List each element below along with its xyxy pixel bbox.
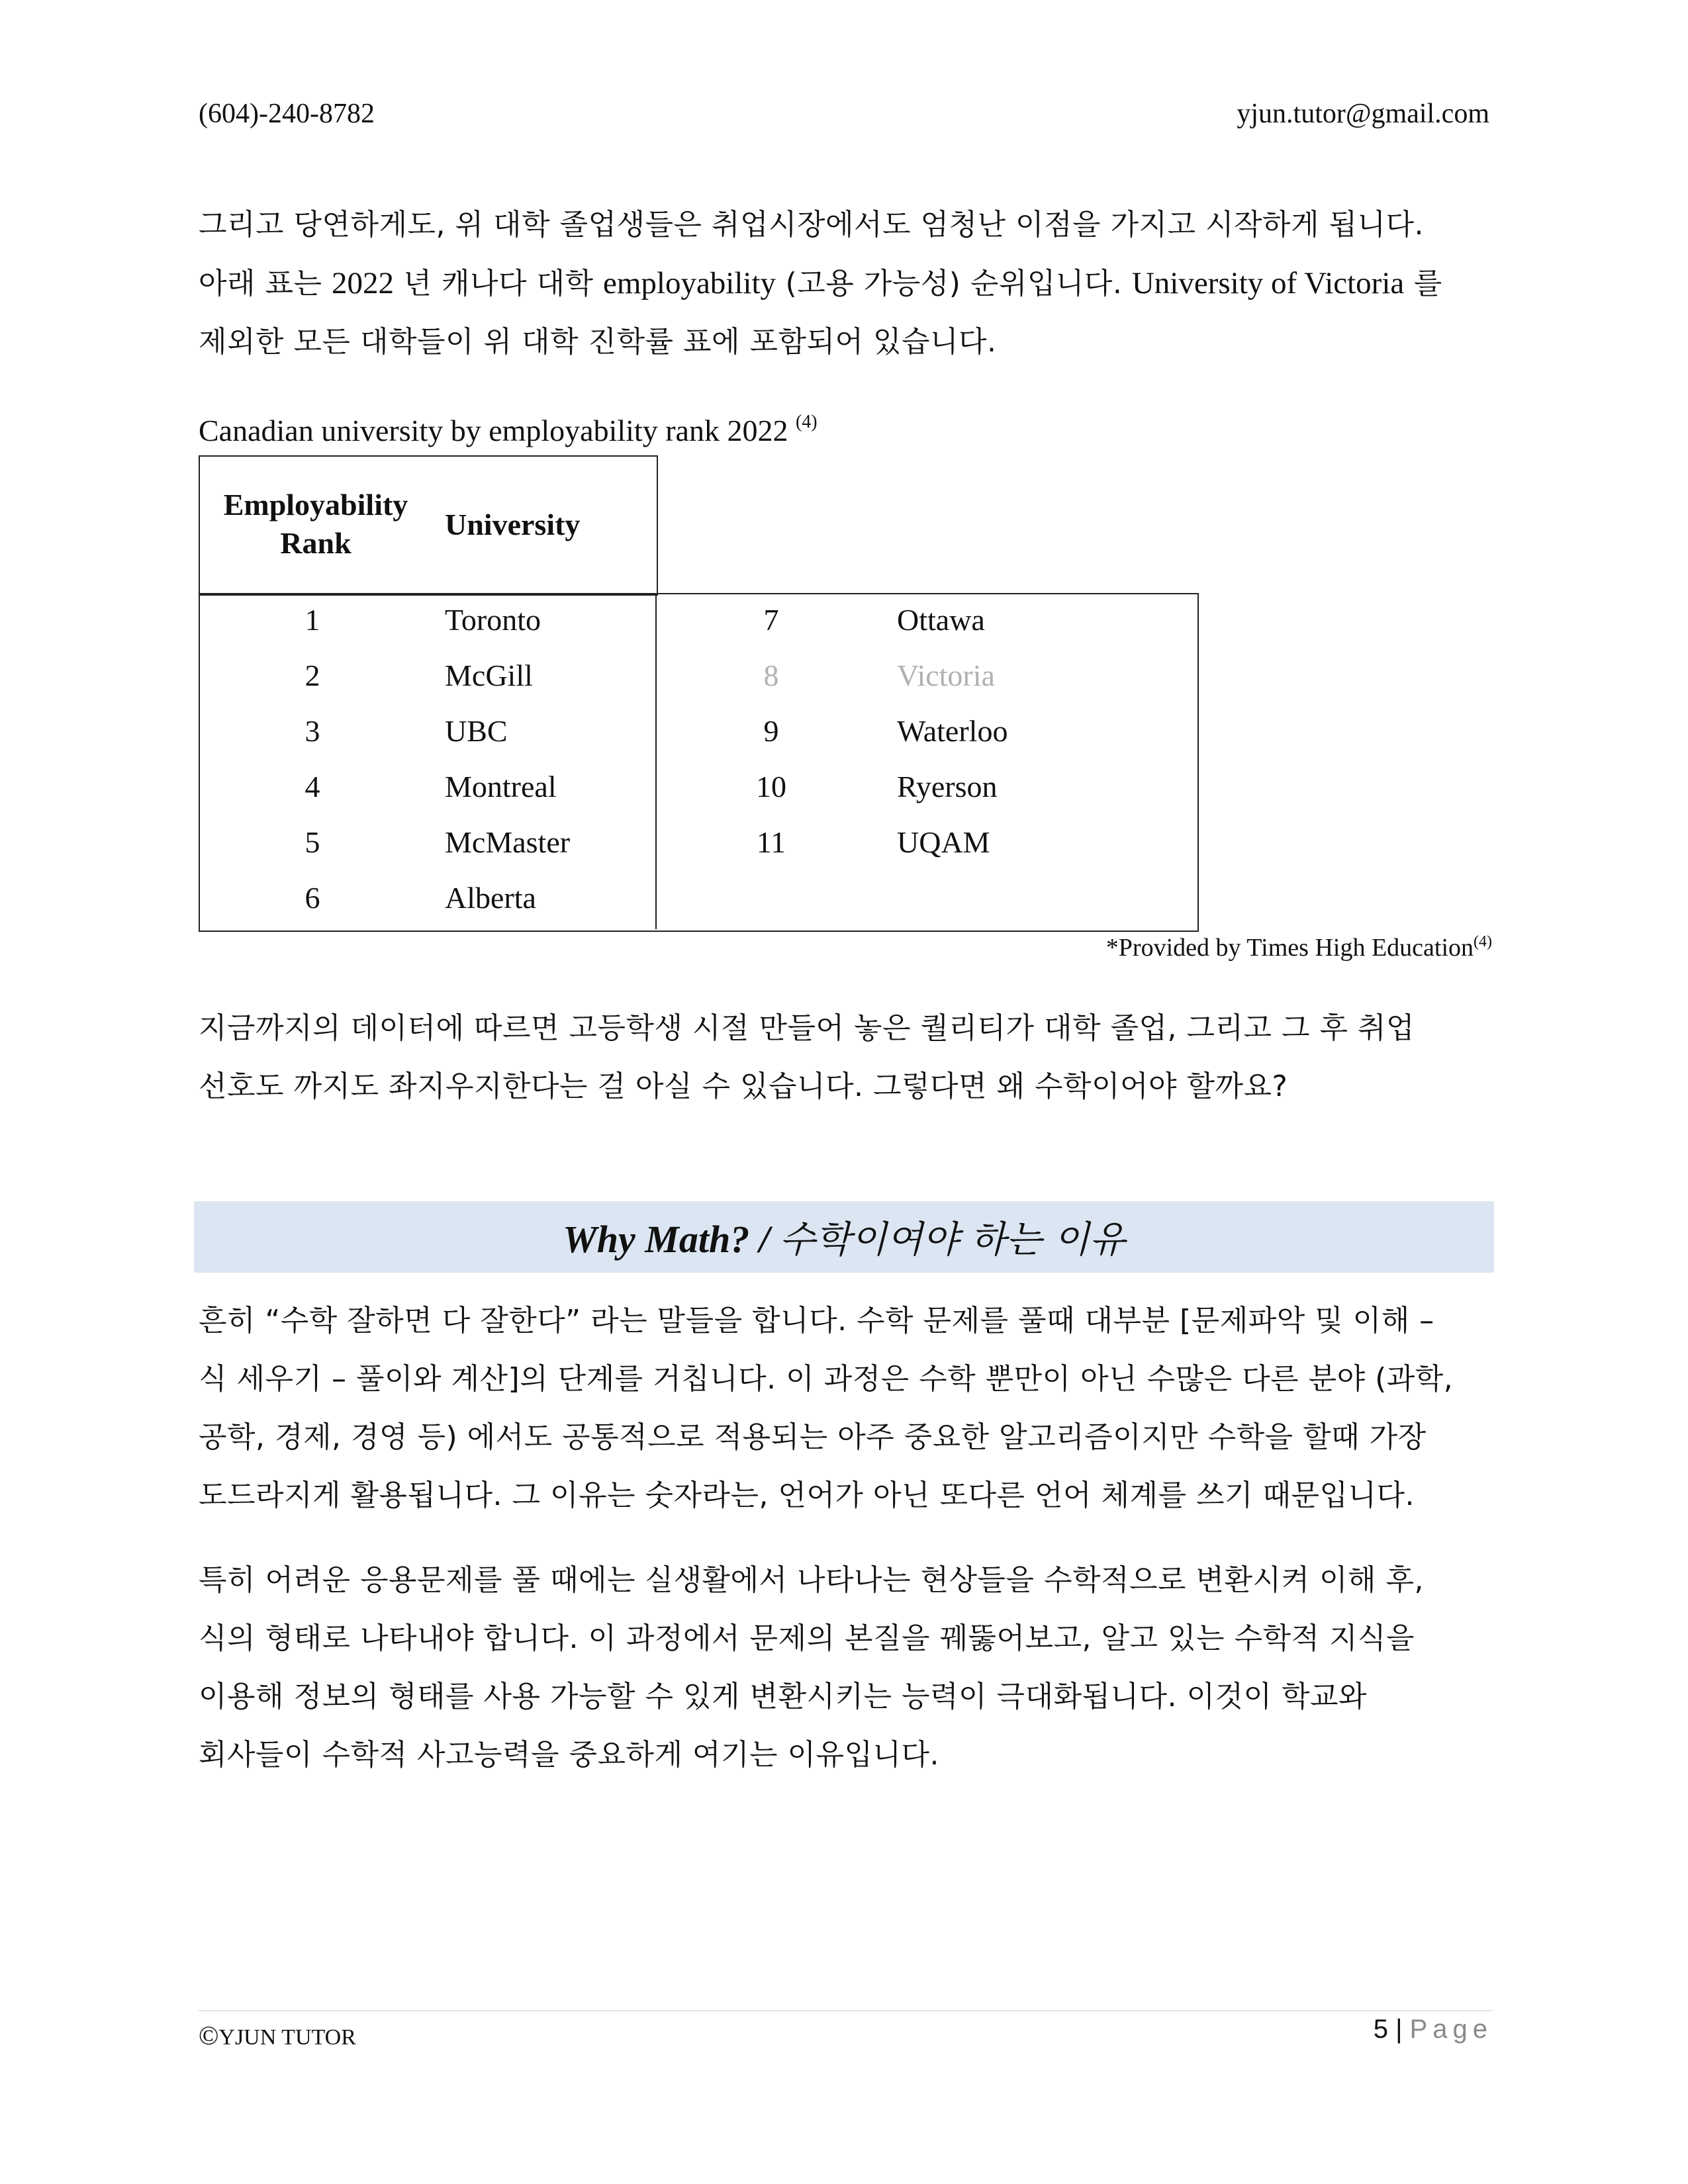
table-cell-university: UQAM <box>897 825 990 859</box>
table-cell-rank: 3 <box>305 714 320 748</box>
table-cell-rank: 11 <box>756 825 786 859</box>
paragraph-line: 식의 형태로 나타내야 합니다. 이 과정에서 문제의 본질을 꿰뚫어보고, 알고 있는 수학적 지식을 <box>199 1621 1415 1655</box>
table-cell-university: Ottawa <box>897 603 985 637</box>
table-column-divider <box>655 593 657 929</box>
paragraph-line: 회사들이 수학적 사고능력을 중요하게 여기는 이유입니다. <box>199 1738 940 1772</box>
header-email: yjun.tutor@gmail.com <box>1237 99 1489 129</box>
intro-line-3: 제외한 모든 대학들이 위 대학 진학률 표에 포함되어 있습니다. <box>199 325 997 359</box>
table-cell-university: Toronto <box>445 603 541 637</box>
paragraph-line: 식 세우기 – 풀이와 계산]의 단계를 거칩니다. 이 과정은 수학 뿐만이 아닌 수많은 다른 분야 (과학, <box>199 1362 1454 1396</box>
table-cell-rank: 1 <box>305 603 320 637</box>
footer-divider <box>199 2010 1493 2011</box>
copyright-icon: © <box>199 2021 219 2050</box>
table-cell-university: McGill <box>445 659 533 692</box>
section-title: Why Math? / 수학이여야 하는 이유 <box>563 1218 1125 1261</box>
table-cell-rank: 4 <box>305 770 320 803</box>
table-header-university: University <box>445 508 581 541</box>
table-header-rank: Employability Rank <box>223 488 408 560</box>
table-cell-university: UBC <box>445 714 508 748</box>
table-cell-university: Alberta <box>445 881 536 915</box>
paragraph-line: 공학, 경제, 경영 등) 에서도 공통적으로 적용되는 아주 중요한 알고리즘이지만 수학을 할때 가장 <box>199 1420 1427 1454</box>
conclusion-line-1: 지금까지의 데이터에 따르면 고등학생 시절 만들어 놓은 퀄리티가 대학 졸업, 그리고 그 후 취업 <box>199 1011 1415 1045</box>
caption-reference: (4) <box>795 412 818 432</box>
table-cell-university: Montreal <box>445 770 557 803</box>
body-paragraph-1 <box>199 1292 1489 1525</box>
footer-page-number: 5 | Page <box>1373 2015 1493 2044</box>
table-cell-rank: 10 <box>756 770 786 803</box>
intro-paragraph <box>199 196 1489 371</box>
table-caption: Canadian university by employability rank 2022 $^{(4)}$ <box>199 412 818 447</box>
paragraph-line: 도드라지게 활용됩니다. 그 이유는 숫자라는, 언어가 아닌 또다른 언어 체계를 쓰기 때문입니다. <box>199 1479 1415 1512</box>
body-paragraph-2 <box>199 1551 1489 1784</box>
table-cell-university: Waterloo <box>897 714 1008 748</box>
table-cell-rank-muted: 8 <box>763 659 779 692</box>
table-cell-rank: 7 <box>763 603 779 637</box>
table-source-note: *Provided by Times High Education$^{(4)}$ <box>1105 933 1492 962</box>
paragraph-line: 특히 어려운 응용문제를 풀 때에는 실생활에서 나타나는 현상들을 수학적으로 변환시켜 이해 후, <box>199 1563 1424 1597</box>
header-phone: (604)-240-8782 <box>199 99 375 129</box>
table-cell-rank: 2 <box>305 659 320 692</box>
paragraph-line: 이용해 정보의 형태를 사용 가능할 수 있게 변환시키는 능력이 극대화됩니다. 이것이 학교와 <box>199 1680 1367 1713</box>
source-reference: (4) <box>1474 933 1492 950</box>
table-cell-university: Ryerson <box>897 770 998 803</box>
table-cell-rank: 9 <box>763 714 779 748</box>
table-cell-university: McMaster <box>445 825 571 859</box>
conclusion-line-2: 선호도 까지도 좌지우지한다는 걸 아실 수 있습니다. 그렇다면 왜 수학이어야 할까요? <box>199 1069 1288 1103</box>
conclusion-paragraph <box>199 999 1489 1116</box>
table-cell-rank: 6 <box>305 881 320 915</box>
table-cell-university-muted: Victoria <box>897 659 995 692</box>
paragraph-line: 흔히 “수학 잘하면 다 잘한다” 라는 말들을 합니다. 수학 문제를 풀때 대부분 [문제파악 및 이해 – <box>199 1304 1434 1338</box>
intro-line-1: 그리고 당연하게도, 위 대학 졸업생들은 취업시장에서도 엄청난 이점을 가지고 시작하게 됩니다. <box>199 208 1424 242</box>
footer-brand: ©YJUN TUTOR <box>199 2021 356 2050</box>
intro-line-2: 아래 표는 2022 년 캐나다 대학 employability (고용 가능성) 순위입니다. University of Victoria 를 <box>199 266 1442 300</box>
table-cell-rank: 5 <box>305 825 320 859</box>
section-banner <box>194 1201 1494 1273</box>
